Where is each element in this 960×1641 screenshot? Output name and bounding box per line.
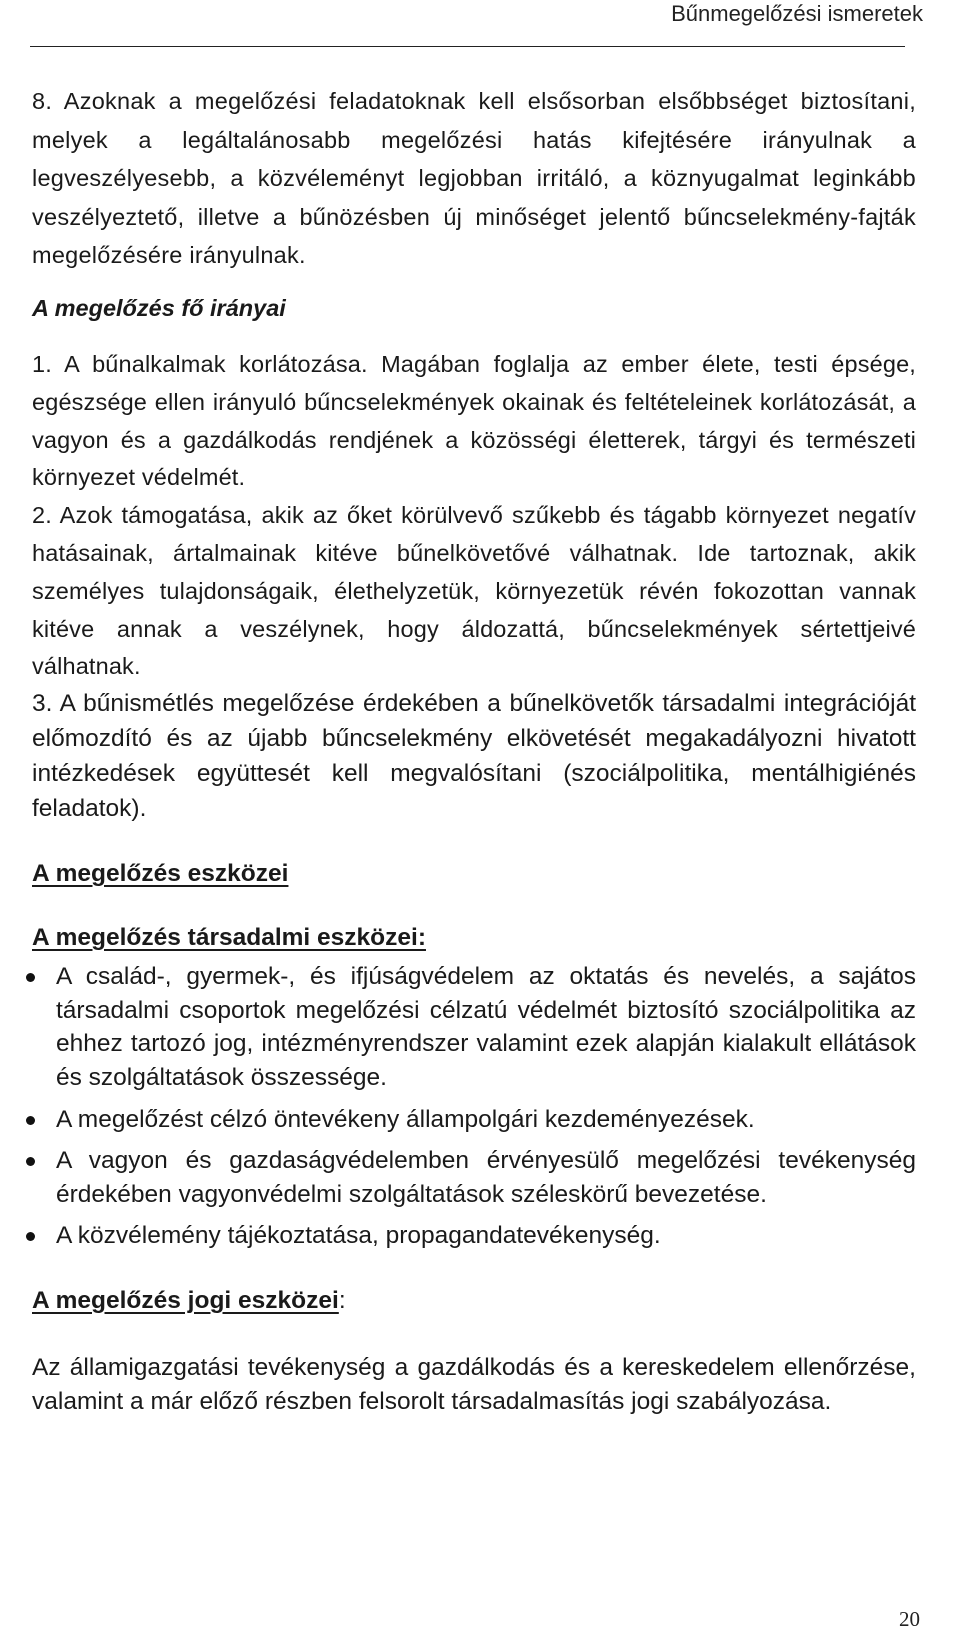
list-item (32, 960, 916, 1094)
legal-tools-paragraph: Az államigazgatási tevékenység a gazdálkodás és a kereskedelem ellenőrzése, valamint a már előző részben felsorolt társadalmasítás jogi szabályozása. (32, 1353, 916, 1416)
list-item (32, 1144, 916, 1211)
page-number: 20 (899, 1607, 920, 1631)
list-item-text: A közvélemény tájékoztatása, propagandatevékenység. (56, 1222, 661, 1250)
direction-item-3: 3. A bűnismétlés megelőzése érdekében a bűnelkövetők társadalmi integrációját előmozdító és az újabb bűncselekmény elkövetését megakadályozni hivatott intézkedések együttesét kell megvalósítani (szociálpolitika, mentálhigiénés feladatok). (32, 690, 916, 823)
list-item (32, 1103, 916, 1137)
bullet-icon (26, 973, 35, 982)
list-item-text: A megelőzést célzó öntevékeny állampolgári kezdeményezések. (56, 1105, 755, 1133)
list-item (32, 1219, 916, 1253)
social-tools-list (32, 960, 916, 1253)
direction-item-2: 2. Azok támogatása, akik az őket körülvevő szűkebb és tágabb környezet negatív hatásainak, ártalmainak kitéve bűnelkövetővé válhatnak. Ide tartoznak, akik személyes tulajdonságaik, élethelyzetük, környezetük révén fokozottan vannak kitéve annak a veszélynek, hogy áldozattá, bűncselekmények sértettjeivé válhatnak. (32, 502, 916, 680)
page-content (32, 82, 916, 1419)
intro-paragraph: 8. Azoknak a megelőzési feladatoknak kell elsősorban elsőbbséget biztosítani, melyek a legáltalánosabb megelőzési hatás kifejtésére irányulnak a legveszélyesebb, a közvéleményt legjobban irritáló, a köznyugalmat leginkább veszélyeztető, illetve a bűnözésben új minőséget jelentő bűncselekmény-fajták megelőzésére irányulnak. (32, 88, 916, 269)
running-header: Bűnmegelőzési ismeretek (671, 1, 923, 26)
list-item-text: A család-, gyermek-, és ifjúságvédelem az oktatás és nevelés, a sajátos társadalmi csoportok megelőzési célzatú védelmét biztosító szociálpolitika az ehhez tartozó jog, intézményrendszer valamint ezek alapján kialakult ellátások és szolgáltatások összessége. (56, 963, 916, 1091)
bullet-icon (26, 1232, 35, 1241)
directions-heading: A megelőzés fő irányai (32, 294, 286, 321)
bullet-icon (26, 1116, 35, 1125)
social-tools-heading: A megelőzés társadalmi eszközei: (32, 924, 426, 952)
legal-tools-heading-text: A megelőzés jogi eszközei (32, 1286, 339, 1314)
header-rule (30, 46, 905, 47)
list-item-text: A vagyon és gazdaságvédelemben érvényesülő megelőzési tevékenység érdekében vagyonvédelmi szolgáltatások széleskörű bevezetése. (56, 1147, 916, 1208)
bullet-icon (26, 1157, 35, 1166)
legal-tools-heading-colon: : (338, 1286, 346, 1314)
legal-tools-heading (32, 1285, 916, 1317)
direction-item-1: 1. A bűnalkalmak korlátozása. Magában foglalja az ember élete, testi épsége, egészsége ellen irányuló bűncselekmények okainak és feltételeinek korlátozását, a vagyon és a gazdálkodás rendjének a közösségi életterek, tárgyi és természeti környezet védelmét. (32, 350, 916, 491)
tools-heading: A megelőzés eszközei (32, 860, 289, 888)
